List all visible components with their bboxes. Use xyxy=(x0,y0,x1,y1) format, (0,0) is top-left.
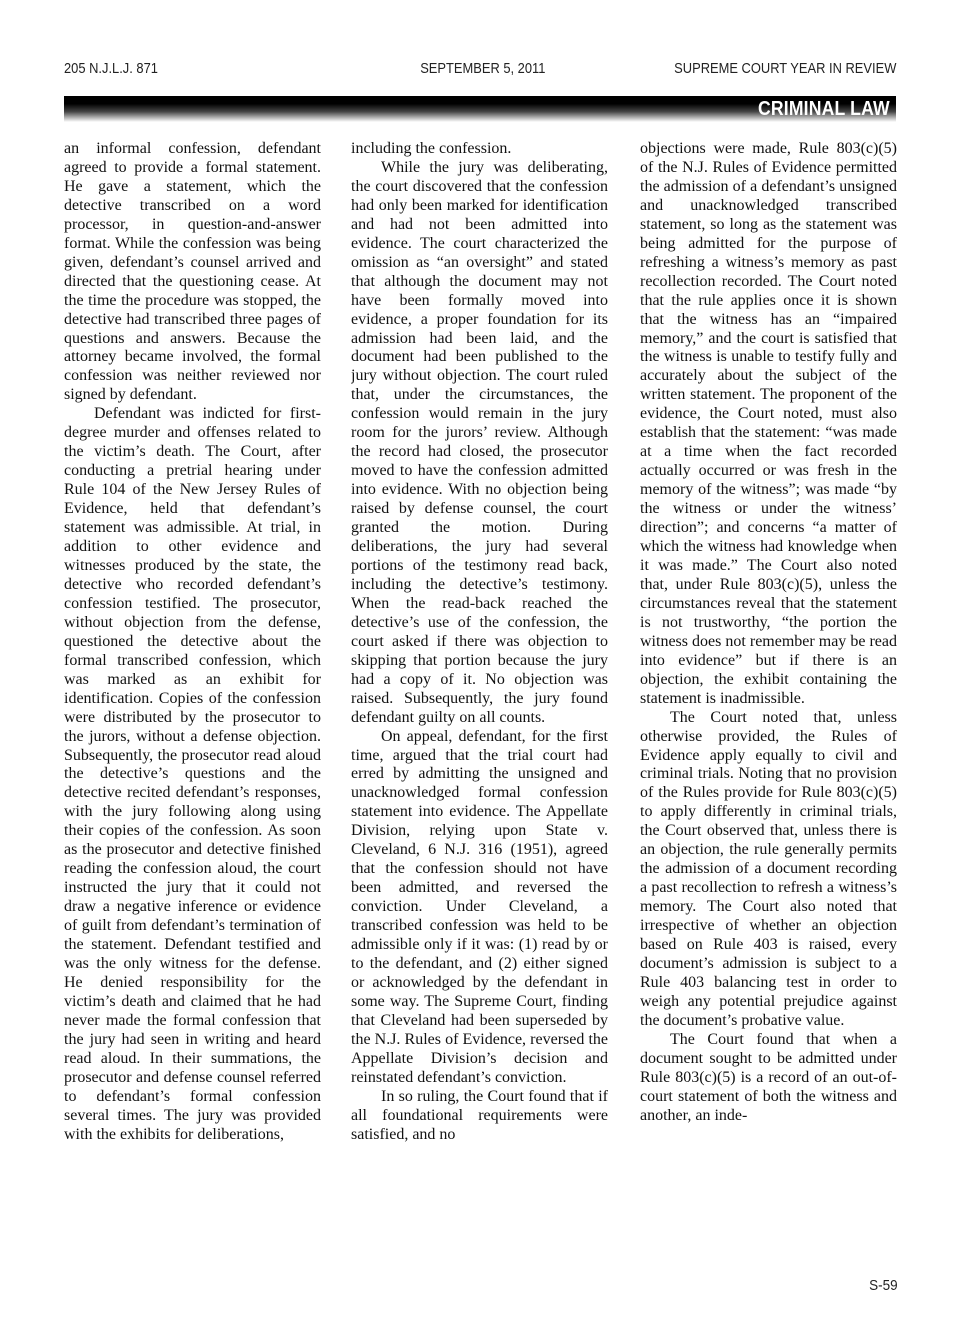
text-column-2 xyxy=(351,140,608,1260)
page-number: S-59 xyxy=(869,1277,898,1294)
paragraph: The Court noted that, unless otherwise provided, the Rules of Evidence apply equally to civil and criminal trials. Noting that no provision of the Rules provide for Rule 803(c)(5) to apply differently in criminal trials, the Court observed that, unless there is an objection, the rule generally permits the admission of a document recording a past recollection to refresh a witness’s memory. The Court also noted that irrespective of whether an objection based on Rule 403 is raised, every document’s admission is subject to a Rule 403 balancing test in order to weigh any potential prejudice against the document’s probative value. xyxy=(640,708,897,1029)
paragraph: The Court found that when a document sought to be admitted under Rule 803(c)(5) is a record of an out-of-court statement of both the witness and another, an inde- xyxy=(640,1030,897,1124)
text-column-3 xyxy=(640,140,897,1260)
paragraph: Defendant was indicted for first-degree murder and offenses related to the victim’s death. The Court, after conducting a pretrial hearing under Rule 104 of the New Jersey Rules of Evidence, held that defendant’s statement was admissible. At trial, in addition to other evidence and witnesses produced by the state, the detective who recorded defendant’s confession testified. The prosecutor, without objection from the defense, questioned the detective about the formal transcribed confession, which was marked as an exhibit for identification. Copies of the confession were distributed by the prosecutor to the jurors, without a defense objection. Subsequently, the prosecutor read aloud the detective’s questions and the detective recited defendant’s responses, with the jury following along using their copies of the confession. As soon as the prosecutor and detective finished reading the confession aloud, the court instructed the jury that it could not draw a negative inference or evidence of guilt from defendant’s termination of the statement. Defendant testified and was the only witness for the defense. He denied responsibility for the victim’s death and claimed that he had never made the formal confession that the jury had seen in writing and heard read aloud. In their summations, the prosecutor and defense counsel referred to defendant’s formal confession several times. The jury was provided with the exhibits for deliberations, xyxy=(64,405,321,1143)
paragraph: including the confession. xyxy=(351,140,512,157)
paragraph: On appeal, defendant, for the first time, argued that the trial court had erred by admitting the unsigned and unacknowledged formal confession statement into evidence. The Appellate Division, relying upon State v. Cleveland, 6 N.J. 316 (1951), agreed that the confession should not have been admitted, and reversed the conviction. Under Cleveland, a transcribed confession was held to be admissible only if it was: (1) read by or to the defendant, and (2) either signed or acknowledged by the defendant in some way. The Supreme Court, finding that Cleveland had been superseded by the N.J. Rules of Evidence, reversed the Appellate Division’s decision and reinstated defendant’s conviction. xyxy=(351,727,608,1086)
issue-date: SEPTEMBER 5, 2011 xyxy=(420,60,546,77)
paragraph: While the jury was deliberating, the court discovered that the confession had only been marked for identification and had not been admitted into evidence. The court characterized the omission as “an oversight” and stated that although the document may not have been formally moved into evidence, a proper foundation for its admission had been laid, and the document had been published to the jury without objection. The court ruled that, under the circumstances, the confession would remain in the jury room for the jurors’ review. Although the record had closed, the prosecutor moved to have the confession admitted into evidence. With no objection being raised by defense counsel, the court granted the motion. During deliberations, the jury had several portions of the testimony read back, including the detective’s testimony. When the read-back reached the detective’s use of the confession, the court asked if there was objection to skipping that portion because the jury had a copy of it. No objection was raised. Subsequently, the jury found defendant guilty on all counts. xyxy=(351,158,608,726)
section-title: SUPREME COURT YEAR IN REVIEW xyxy=(673,60,896,77)
section-label: CRIMINAL LAW xyxy=(758,98,890,120)
paragraph: an informal confession, defendant agreed to provide a formal statement. He gave a statement, which the detective transcribed on a word processor, in question-and-answer format. While the confession was being given, defendant’s counsel arrived and directed that the questioning cease. At the time the procedure was stopped, the detective had transcribed three pages of questions and answers. Because the attorney became involved, the formal confession was neither reviewed nor signed by defendant. xyxy=(64,140,321,404)
paragraph: objections were made, Rule 803(c)(5) of the N.J. Rules of Evidence permitted the admission of a defendant’s unsigned and unacknowledged transcribed statement, so long as the statement was being admitted for the purpose of refreshing a witness’s memory as past recollection recorded. The Court noted that the rule applies once it is shown that the witness has an “impaired memory,” and the court is satisfied that the witness is unable to testify fully and accurately about the subject of the written statement. The proponent of the evidence, the Court noted, must also establish that the statement: “was made at a time when the fact recorded actually occurred or was fresh in the memory of the witness”; was made “by the witness or under the witness’ direction”; and concerns “a matter of which the witness had knowledge when it was made.” The Court also noted that, under Rule 803(c)(5), unless the circumstances reveal that the statement is not trustworthy, “the portion the witness does not remember may be read into evidence” but if there is an objection, the exhibit containing the statement is inadmissible. xyxy=(640,140,897,707)
running-header xyxy=(64,60,896,82)
paragraph: In so ruling, the Court found that if all foundational requirements were satisfied, and no xyxy=(351,1087,608,1143)
journal-citation: 205 N.J.L.J. 871 xyxy=(64,60,158,77)
text-column-1 xyxy=(64,140,321,1260)
section-banner xyxy=(64,96,896,122)
